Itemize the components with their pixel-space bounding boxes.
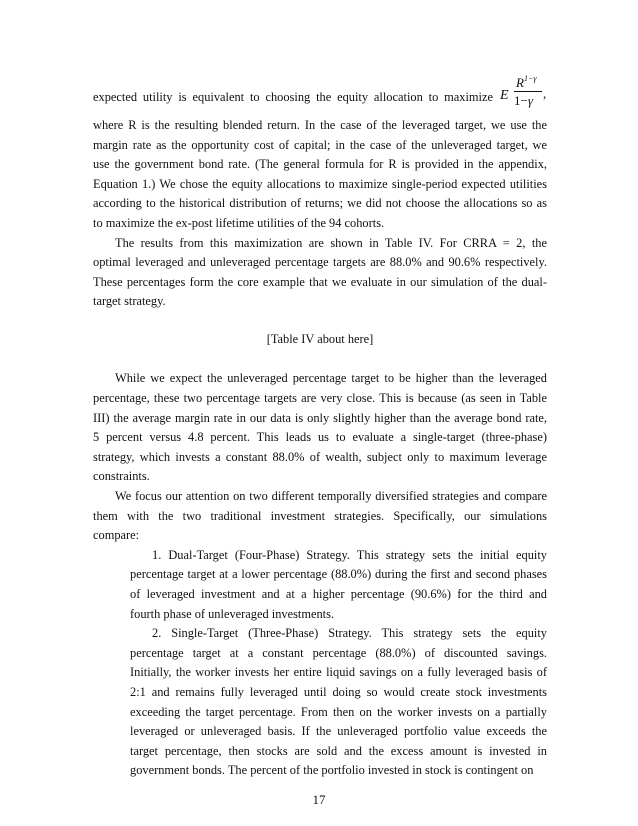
- list-item-dual-target: 1. Dual-Target (Four-Phase) Strategy. This strategy sets the initial equity: [152, 547, 547, 562]
- text-line: government bonds. The percent of the portfolio invested in stock is contingent on: [130, 763, 534, 778]
- text-line: leveraged or unleveraged basis. If the unleveraged portfolio value exceeds the: [130, 724, 547, 739]
- text-line: strategy, which invests a constant 88.0% of wealth, subject only to maximum leverage: [93, 449, 547, 464]
- formula-exponent: 1−γ: [523, 74, 537, 83]
- text-line: expected utility is equivalent to choosing the equity allocation to maximize: [93, 90, 493, 104]
- text-line: percentage target at a lower percentage (88.0%) during the first and second phases: [130, 567, 547, 582]
- utility-formula: [500, 72, 550, 116]
- text-line: margin rate as the opportunity cost of capital; in the case of the unleveraged target, we: [93, 137, 547, 152]
- page-number: 17: [312, 792, 326, 807]
- text-line: percentage, these two percentage targets are very close. This is because (as seen in Table: [93, 391, 547, 405]
- text-line: 5 percent versus 4.8 percent. This leads us to evaluate a single-target (three-phase): [93, 430, 547, 445]
- text-line: where R is the resulting blended return. In the case of the leveraged target, we use the: [93, 118, 547, 132]
- formula-numerator: $R^{1-\gamma}$: [516, 74, 537, 90]
- text-line: target percentage, then stocks are sold and the excess amount is invested in: [130, 743, 547, 758]
- text-line: percentage target at a constant percentage (88.0%) of discounted savings.: [130, 645, 547, 660]
- text-line: exceeding the target percentage. From then on the worker invests on a partially: [130, 704, 547, 719]
- text-line: them with the two traditional investment strategies. Specifically, our simulations: [93, 508, 547, 523]
- text-line: constraints.: [93, 469, 150, 484]
- text-line: fourth phase of unleveraged investments.: [130, 606, 335, 621]
- text-line: compare:: [93, 528, 140, 543]
- text-line: use the government bond rate. (The general formula for R is provided in the appendix,: [93, 157, 547, 172]
- table-placeholder: [Table IV about here]: [266, 332, 374, 347]
- text-line: These percentages form the core example that we evaluate in our simulation of the dual-: [93, 274, 547, 289]
- text-line: The results from this maximization are shown in Table IV. For CRRA = 2, the: [115, 235, 547, 250]
- text-line: of leveraged investment and at a higher percentage (90.6%) for the third and: [130, 587, 547, 601]
- text-line: target strategy.: [93, 294, 166, 309]
- formula-denominator: 1−γ: [514, 93, 533, 108]
- text-line: according to the historical distribution of returns; we did not choose the allocations so as: [93, 196, 547, 211]
- formula-comma: ,: [543, 86, 547, 101]
- text-line: Equation 1.) We chose the equity allocations to maximize single-period expected utilities: [93, 176, 547, 191]
- text-line: 2:1 and remains fully leveraged until doing so would create stock investments: [130, 685, 547, 699]
- fraction-bar: [514, 91, 542, 92]
- text-line: to maximize the ex-post lifetime utilities of the 94 cohorts.: [93, 216, 385, 230]
- list-item-single-target: 2. Single-Target (Three-Phase) Strategy. This strategy sets the equity: [152, 626, 547, 641]
- text-line: III) the average margin rate in our data is only slightly higher than the average bond rate,: [93, 410, 547, 425]
- formula-expectation: E: [500, 88, 509, 103]
- text-line: Initially, the worker invests her entire liquid savings on a fully leveraged basis of: [130, 665, 547, 680]
- text-line: While we expect the unleveraged percentage target to be higher than the leveraged: [115, 371, 547, 386]
- text-line: optimal leveraged and unleveraged percentage targets are 88.0% and 90.6% respectively.: [93, 255, 547, 270]
- text-line: We focus our attention on two different temporally diversified strategies and compare: [115, 489, 547, 503]
